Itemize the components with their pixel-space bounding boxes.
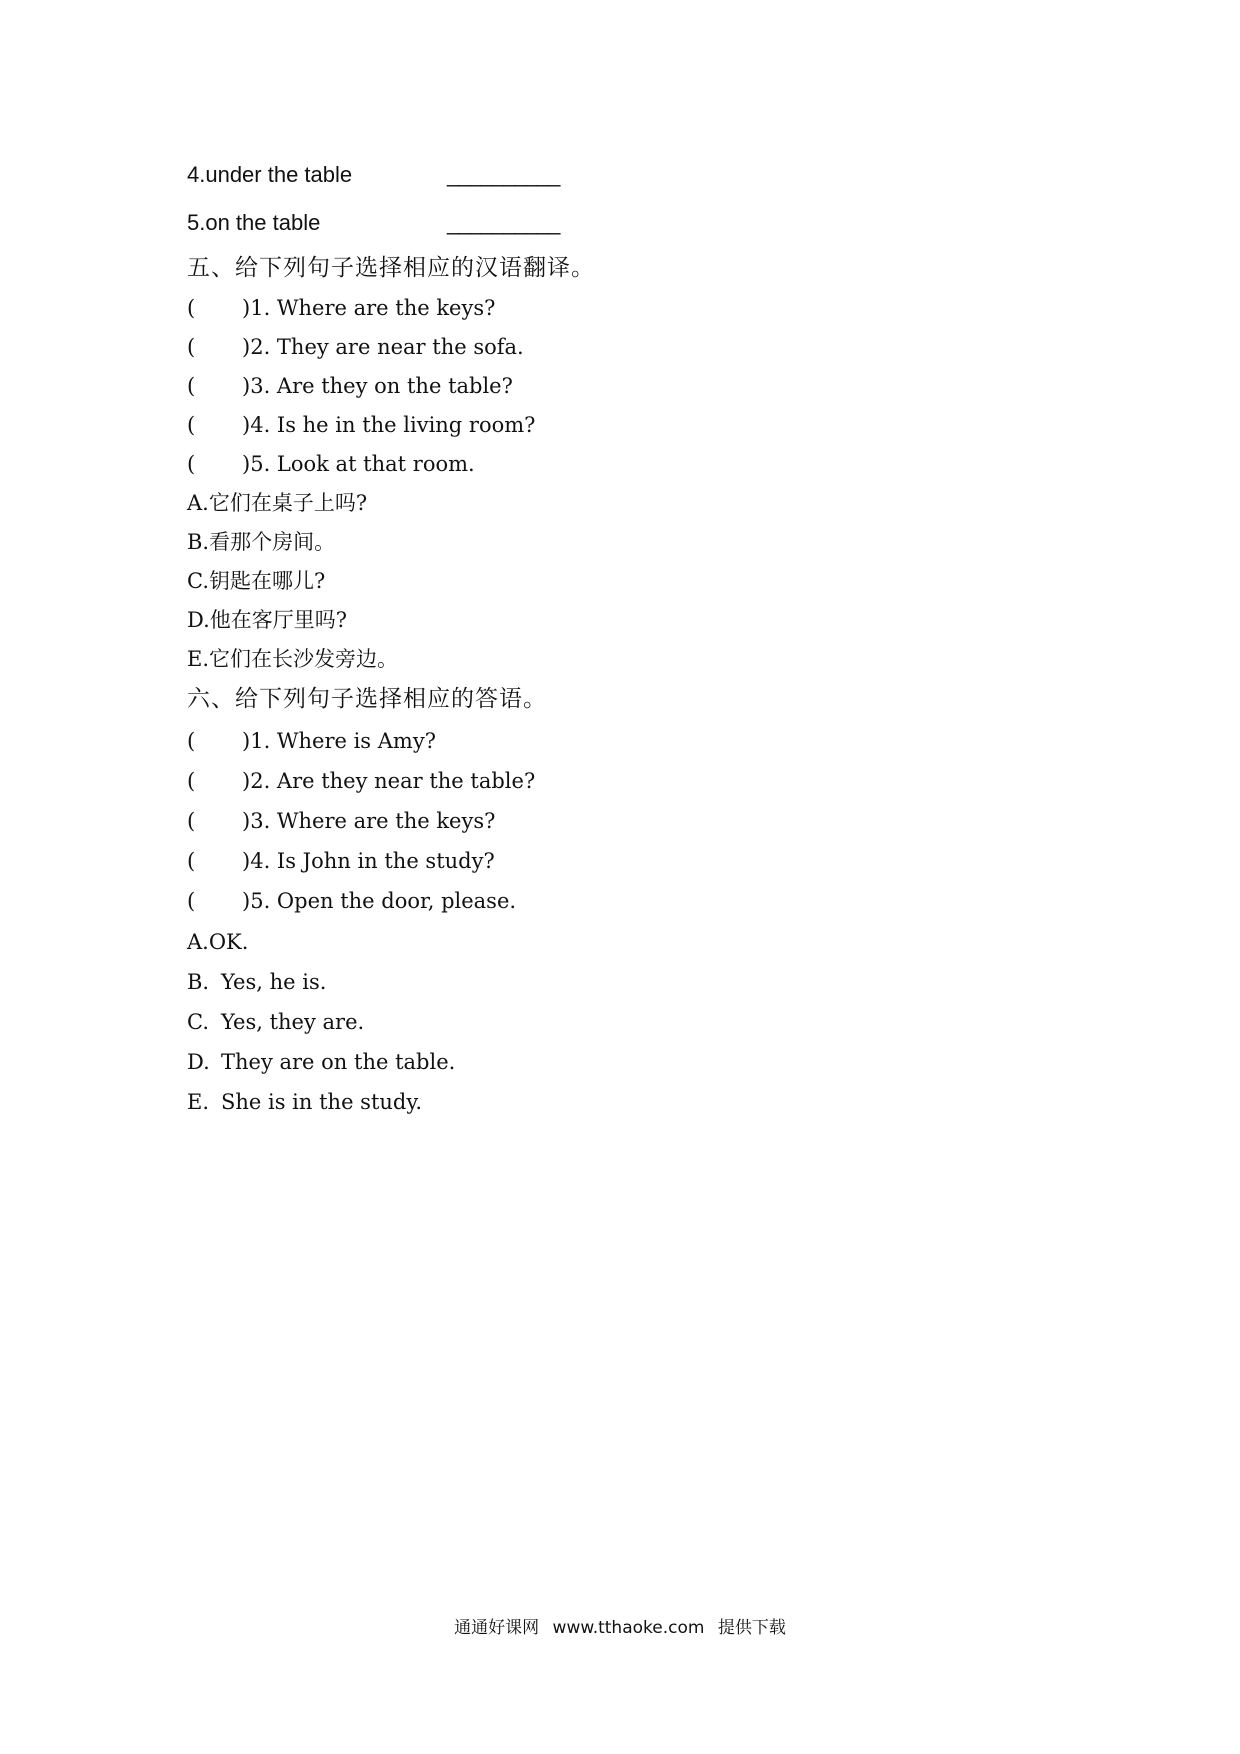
question-text: 3. Are they on the table? [250,374,513,398]
s5-question-4 [187,411,535,439]
option-letter: A. [187,930,209,954]
s6-option-a [187,928,248,956]
option-letter: E. [187,647,210,671]
question-text: 2. They are near the sofa. [250,335,524,359]
answer-paren-close: ) [242,889,251,913]
answer-paren-close: ) [242,769,251,793]
s5-option-b [187,528,335,556]
option-text: 看那个房间。 [209,530,336,554]
s6-question-3 [187,807,495,835]
s5-question-3 [187,372,513,400]
option-text: 它们在长沙发旁边。 [209,647,399,671]
footer-note: 提供下载 [717,1618,786,1638]
option-text: She is in the study. [221,1090,423,1114]
s5-option-c [187,567,325,595]
s6-question-2 [187,767,535,795]
question-text: 3. Where are the keys? [250,809,496,833]
option-text: 钥匙在哪儿? [209,569,326,593]
s5-option-e [187,645,398,673]
option-letter: B. [187,970,210,994]
answer-paren-close: ) [242,374,251,398]
s6-question-4 [187,847,495,875]
answer-paren-open: ( [187,729,196,753]
option-text: 它们在桌子上吗? [208,491,368,515]
footer-site-name: 通通好课网 [454,1618,540,1638]
footer-url: www.tthaoke.com [552,1618,705,1638]
s5-option-d [187,606,347,634]
fill-item-4-label: 4.under the table [187,162,353,187]
answer-paren-close: ) [242,849,251,873]
s6-option-e [187,1088,422,1116]
option-text: 他在客厅里吗? [209,608,348,632]
s6-option-b [187,968,326,996]
question-text: 4. Is he in the living room? [250,413,536,437]
answer-paren-open: ( [187,296,196,320]
option-text: OK. [208,930,249,954]
option-letter: C. [187,1010,209,1034]
answer-paren-close: ) [242,413,251,437]
answer-paren-open: ( [187,889,196,913]
fill-item-5-blank: __________ [447,210,560,235]
question-text: 5. Look at that room. [250,452,475,476]
s5-question-2 [187,333,524,361]
s5-question-1 [187,294,495,322]
page-footer [0,1617,1240,1639]
fill-item-5-label: 5.on the table [187,210,321,235]
answer-paren-open: ( [187,413,196,437]
option-letter: C. [187,569,209,593]
option-letter: B. [187,530,210,554]
answer-paren-open: ( [187,452,196,476]
answer-paren-close: ) [242,809,251,833]
answer-paren-open: ( [187,335,196,359]
question-text: 1. Where are the keys? [250,296,496,320]
answer-paren-open: ( [187,769,196,793]
s6-question-1 [187,727,436,755]
answer-paren-open: ( [187,809,196,833]
question-text: 5. Open the door, please. [250,889,517,913]
s6-question-5 [187,887,516,915]
answer-paren-close: ) [242,452,251,476]
answer-paren-close: ) [242,729,251,753]
option-letter: E. [187,1090,210,1114]
section-6-heading: 六、给下列句子选择相应的答语。 [187,686,547,712]
option-text: They are on the table. [221,1050,456,1074]
s6-option-c [187,1008,364,1036]
s5-option-a [187,489,367,517]
option-letter: D. [187,1050,210,1074]
answer-paren-close: ) [242,335,251,359]
option-text: Yes, they are. [221,1010,365,1034]
question-text: 4. Is John in the study? [250,849,495,873]
answer-paren-close: ) [242,296,251,320]
fill-item-4-blank: __________ [447,162,560,187]
s5-question-5 [187,450,475,478]
option-text: Yes, he is. [221,970,327,994]
question-text: 1. Where is Amy? [250,729,436,753]
s6-option-d [187,1048,455,1076]
section-5-heading: 五、给下列句子选择相应的汉语翻译。 [187,255,595,281]
option-letter: A. [187,491,209,515]
answer-paren-open: ( [187,849,196,873]
answer-paren-open: ( [187,374,196,398]
option-letter: D. [187,608,210,632]
question-text: 2. Are they near the table? [250,769,536,793]
